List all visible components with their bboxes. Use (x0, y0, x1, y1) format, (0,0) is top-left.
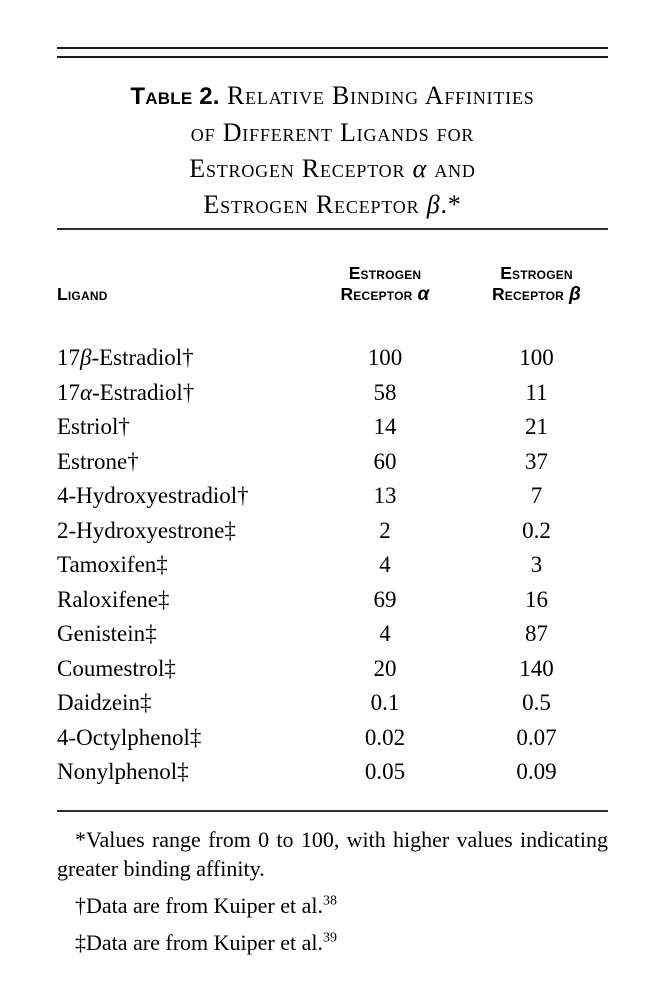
er-beta-header-line2: Receptor (491, 284, 570, 304)
footnote-asterisk (57, 825, 608, 883)
ligand-text-suffix: -Estradiol† (92, 379, 195, 405)
ligand-text-suffix: -Estradiol† (91, 345, 194, 371)
column-header-ligand: Ligand (57, 284, 108, 304)
er-alpha-value: 0.02 (364, 724, 406, 750)
ligand-cell (57, 721, 305, 756)
table-row (57, 721, 608, 756)
er-beta-value: 0.2 (522, 517, 551, 543)
table-title (57, 78, 608, 223)
footnote-text: Values range from 0 to 100, with higher values indicating greater binding affinity. (57, 826, 608, 881)
footnotes (57, 825, 608, 957)
er-alpha-value: 13 (373, 483, 397, 509)
table-number: Table 2. (130, 83, 220, 110)
table-row (57, 617, 608, 652)
er-beta-value: 0.07 (516, 724, 557, 750)
title-text-3: Estrogen Receptor (189, 154, 413, 183)
ligand-text: 17 (57, 345, 80, 371)
table-row (57, 652, 608, 687)
er-beta-value: 100 (519, 345, 554, 371)
ligand-text: Daidzein‡ (57, 690, 152, 716)
ligand-cell (57, 410, 305, 445)
title-text-4: Estrogen Receptor (203, 190, 427, 219)
er-alpha-value: 4 (379, 552, 391, 578)
er-beta-value: 140 (519, 655, 554, 681)
er-beta-header-line1: Estrogen (500, 263, 573, 283)
table-header-row (57, 263, 608, 341)
ligand-cell (57, 548, 305, 583)
er-beta-value: 7 (530, 483, 543, 509)
title-divider-rule (57, 228, 608, 230)
title-line-4 (57, 187, 608, 223)
ligand-text: 4-Octylphenol‡ (57, 724, 202, 750)
table-row (57, 755, 608, 790)
er-alpha-value: 2 (379, 517, 391, 543)
ligand-cell (57, 445, 305, 480)
footnote-dagger (57, 891, 608, 920)
table-row (57, 548, 608, 583)
title-line-2: of Different Ligands for (190, 118, 475, 147)
table-row (57, 514, 608, 549)
ligand-text: Raloxifene‡ (57, 586, 170, 612)
table-row (57, 376, 608, 411)
table-row (57, 686, 608, 721)
title-line-1 (57, 78, 608, 115)
greek-letter: α (80, 379, 93, 405)
er-alpha-header-line1: Estrogen (348, 263, 422, 283)
table-bottom-rule (57, 810, 608, 812)
table-row (57, 445, 608, 480)
er-beta-value: 11 (525, 379, 548, 405)
er-alpha-value: 100 (367, 345, 403, 371)
binding-affinity-table (57, 263, 608, 790)
title-text-3b: and (427, 154, 476, 183)
er-alpha-value: 0.1 (370, 690, 400, 716)
title-text-4b: .* (440, 190, 462, 219)
beta-symbol: β (426, 190, 441, 219)
er-alpha-value: 60 (373, 448, 397, 474)
greek-letter: β (80, 345, 92, 371)
er-alpha-value: 4 (379, 621, 391, 647)
ligand-text: Nonylphenol‡ (57, 759, 189, 785)
alpha-symbol: α (412, 154, 428, 183)
column-header-er-beta (465, 263, 608, 341)
ligand-cell (57, 686, 305, 721)
column-header-er-alpha (305, 263, 465, 341)
er-alpha-value: 20 (373, 655, 397, 681)
ligand-text: 2-Hydroxyestrone‡ (57, 517, 236, 543)
er-beta-value: 37 (525, 448, 548, 474)
er-beta-value: 21 (525, 414, 548, 440)
ligand-cell (57, 755, 305, 790)
beta-symbol: β (569, 284, 582, 305)
table-row (57, 583, 608, 618)
footnote-text: Data are from Kuiper et al. (86, 929, 323, 955)
ligand-cell (57, 652, 305, 687)
ligand-cell (57, 514, 305, 549)
er-alpha-value: 14 (373, 414, 397, 440)
er-beta-value: 0.09 (516, 759, 557, 785)
table-row (57, 410, 608, 445)
ligand-text: 4-Hydroxyestradiol† (57, 483, 249, 509)
er-beta-value: 3 (530, 552, 543, 578)
footnote-marker: † (75, 892, 86, 918)
alpha-symbol: α (417, 284, 430, 305)
ligand-text: Tamoxifen‡ (57, 552, 168, 578)
ligand-cell (57, 479, 305, 514)
ligand-cell (57, 376, 305, 411)
title-line-3 (57, 151, 608, 187)
ligand-cell (57, 617, 305, 652)
title-text-1: Relative Binding Affinities (219, 81, 535, 110)
ligand-text: Genistein‡ (57, 621, 157, 647)
table-block (57, 0, 608, 965)
er-alpha-header-line2: Receptor (340, 284, 418, 304)
ligand-cell (57, 341, 305, 376)
footnote-marker: ‡ (75, 929, 86, 955)
er-alpha-value: 0.05 (364, 759, 406, 785)
footnote-marker: * (75, 826, 86, 852)
er-alpha-value: 58 (373, 379, 397, 405)
top-double-rule (57, 47, 608, 58)
table-row (57, 341, 608, 376)
ligand-text: 17 (57, 379, 80, 405)
er-alpha-value: 69 (373, 586, 397, 612)
footnote-double-dagger (57, 928, 608, 957)
reference-superscript: 39 (323, 930, 337, 946)
ligand-cell (57, 583, 305, 618)
footnote-text: Data are from Kuiper et al. (86, 892, 323, 918)
ligand-text: Coumestrol‡ (57, 655, 176, 681)
ligand-text: Estrone† (57, 448, 139, 474)
table-row (57, 479, 608, 514)
reference-superscript: 38 (323, 893, 337, 909)
er-beta-value: 0.5 (522, 690, 551, 716)
er-beta-value: 16 (525, 586, 548, 612)
ligand-text: Estriol† (57, 414, 130, 440)
er-beta-value: 87 (525, 621, 548, 647)
